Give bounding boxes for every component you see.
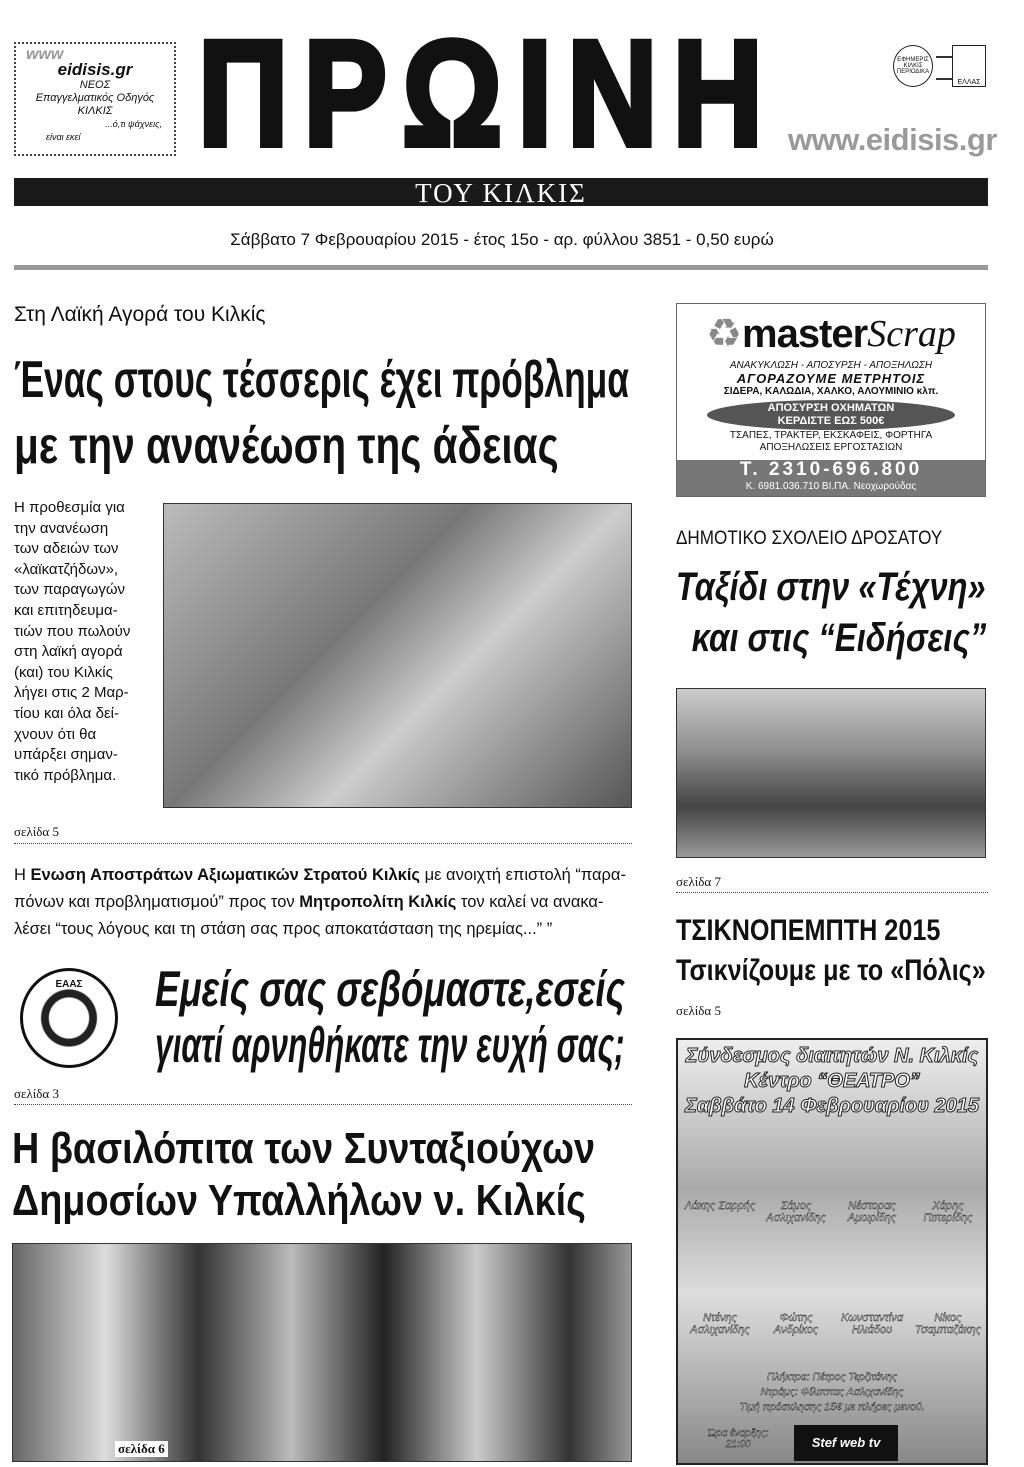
page-ref[interactable]: σελίδα 5 (14, 824, 59, 839)
market-headline[interactable]: Ένας στους τέσσερις έχει πρόβλημα (14, 351, 629, 409)
performer-name: Νέστορας Αμοιρίδης (847, 1200, 897, 1224)
postage-stamp-icon: ΕΦΗΜΕΡΙΣ ΚΙΛΚΙΣ ΠΕΡΙΟΔΙΚΑ (893, 45, 933, 87)
performer-name: Χάρης Πιπερίδης (923, 1200, 973, 1224)
promo-site: eidisis.gr (57, 60, 133, 79)
masthead-title: ΠΡΩΙΝΗ (198, 9, 778, 177)
pension-headline[interactable]: Δημοσίων Υπαλλήλων ν. Κιλκίς (12, 1176, 586, 1225)
pension-headline[interactable]: Η βασιλόπιτα των Συνταξιούχων (12, 1124, 596, 1173)
event-keys: Πλήκτρα: Πέτρος Τερζιτάνης (766, 1371, 898, 1383)
masterscrap-ad[interactable] (676, 303, 986, 497)
promo-tagline: ...ό,τι ψάχνεις, (105, 119, 162, 129)
tsikno-headline[interactable]: ΤΣΙΚΝΟΠΕΜΠΤΗ 2015 (676, 914, 941, 947)
veterans-headline[interactable]: Εμείς σας σεβόμαστε,εσείς (155, 961, 625, 1017)
scrap-factories: ΑΠΟΞΗΛΩΣΕΙΣ ΕΡΓΟΣΤΑΣΙΩΝ (759, 442, 903, 453)
scrap-machines: ΤΣΑΠΕΣ, ΤΡΑΚΤΕΡ, ΕΚΣΚΑΦΕΙΣ, ΦΟΡΤΗΓΑ (729, 430, 933, 441)
event-title: Σύνδεσμος διαιτητών Ν. Κιλκίς (685, 1045, 979, 1067)
performer-name: Σάμος Ασλιχανίδης (766, 1200, 826, 1224)
scrap-buy: ΑΓΟΡΑΖΟΥΜΕ ΜΕΤΡΗΤΟΙΣ (736, 371, 926, 386)
event-start: Ώρα έναρξης: 21:00 (708, 1428, 769, 1450)
eaas-logo: ΕΑΑΣ (20, 968, 118, 1068)
market-photo (163, 503, 632, 808)
website-link[interactable]: www.eidisis.gr (788, 122, 997, 157)
veterans-intro: Η Ενωση Αποστράτων Αξιωματικών Στρατού Κιλκίς με ανοιχτή επιστολή “παρα- πόνων και προβληματισμού” προς τον Μητροπολίτη Κιλκίς τον καλεί να ανακα- λέσει “τους λόγους και τη στάση σας προς αποκατάσταση της ηρεμίας...” ” (14, 866, 626, 938)
performer-name: Λάκης Σαρρής (684, 1200, 756, 1212)
market-headline[interactable]: με την ανανέωση της άδειας (14, 417, 559, 475)
event-date: Σαββάτο 14 Φεβρουαρίου 2015 (685, 1095, 979, 1117)
performer-name: Κωνσταντίνα Ηλιάδου (841, 1312, 903, 1336)
scrap-vehicles: ΑΠΟΣΥΡΣΗ ΟΧΗΜΑΤΩΝ (767, 402, 895, 414)
eidisis-promo-box[interactable] (14, 42, 176, 156)
scrap-brand: Scrap (867, 313, 956, 355)
event-drums: Ντράμς: Φίλιππας Ασλιχανίδης (760, 1386, 904, 1398)
market-kicker: Στη Λαϊκή Αγορά του Κιλκίς (14, 303, 266, 326)
scrap-services: ΑΝΑΚΥΚΛΩΣΗ - ΑΠΟΣΥΡΣΗ - ΑΠΟΞΗΛΩΣΗ (729, 360, 933, 371)
performer-name: Ντένης Ασλιχανίδης (690, 1312, 750, 1336)
performer-name: Φώτης Ανδρίκος (773, 1312, 819, 1336)
veterans-headline[interactable]: γιατί αρνηθήκατε την ευχή σας; (155, 1017, 625, 1073)
scrap-mobile: Κ. 6981.036.710 ΒΙ.ΠΑ. Νεοχωρούδας (745, 481, 917, 492)
pension-photo (12, 1243, 632, 1462)
performer-name: Νίκος Τσαμπαζάκης (915, 1312, 981, 1336)
page-ref[interactable]: σελίδα 3 (14, 1086, 59, 1101)
scrap-win: ΚΕΡΔΙΣΤΕ ΕΩΣ 500€ (777, 415, 885, 427)
promo-tagline: είναι εκεί (46, 132, 81, 142)
page-ref[interactable]: σελίδα 7 (676, 874, 721, 889)
school-headline[interactable]: και στις “Ειδήσεις” (691, 616, 986, 660)
market-body: Η προθεσμία για την ανανέωση των αδειών των «λαϊκατζήδων», των παραγωγών και επιτηδευμα- τιών που πωλούν στη λαϊκή αγορά (και) του Κιλκίς λήγει στις 2 Μαρ- τίου και όλα δεί- χνουν ότι θα υπάρξει σημαν- τικό πρόβλημα. (14, 499, 131, 784)
promo-www: www (26, 46, 64, 63)
event-venue: Κέντρο “ΘΕΑΤΡΟ” (744, 1070, 920, 1092)
hellas-stamp-icon: ΕΛΛΑΣ (952, 45, 986, 87)
scrap-phone: Τ. 2310-696.800 (739, 459, 923, 480)
divider (14, 1104, 632, 1105)
promo-line: ΝΕΟΣ (79, 79, 111, 91)
header-rule (14, 265, 988, 270)
promo-line: Επαγγελματικός Οδηγός (35, 92, 155, 104)
school-headline[interactable]: Ταξίδι στην «Τέχνη» (676, 565, 986, 609)
divider (14, 843, 632, 844)
school-photo (676, 688, 986, 858)
page-ref[interactable]: σελίδα 5 (676, 1003, 721, 1018)
tsikno-headline[interactable]: Τσικνίζουμε με το «Πόλις» (676, 954, 986, 987)
event-price: Τιμή πρόσκλησης 15€ με πλήρες μενού. (739, 1401, 925, 1413)
subtitle-bar: ΤΟΥ ΚΙΛΚΙΣ (14, 178, 988, 206)
promo-line: ΚΙΛΚΙΣ (77, 105, 113, 117)
divider (676, 892, 988, 893)
school-kicker: ΔΗΜΟΤΙΚΟ ΣΧΟΛΕΙΟ ΔΡΟΣΑΤΟΥ (676, 528, 943, 549)
recycle-icon: ♻ (706, 312, 742, 356)
scrap-metals: ΣΙΔΕΡΑ, ΚΑΛΩΔΙΑ, ΧΑΛΚΟ, ΑΛΟΥΜΙΝΙΟ κλπ. (723, 386, 939, 397)
referees-event-ad[interactable] (676, 1038, 988, 1465)
scrap-brand: master (742, 311, 868, 356)
page-ref[interactable]: σελίδα 6 (115, 1441, 168, 1457)
stefweb-logo: Stef web tv (794, 1425, 898, 1461)
dateline: Σάββατο 7 Φεβρουαρίου 2015 - έτος 15ο - αρ. φύλλου 3851 - 0,50 ευρώ (230, 230, 774, 249)
postmark-waves-icon (936, 56, 952, 80)
